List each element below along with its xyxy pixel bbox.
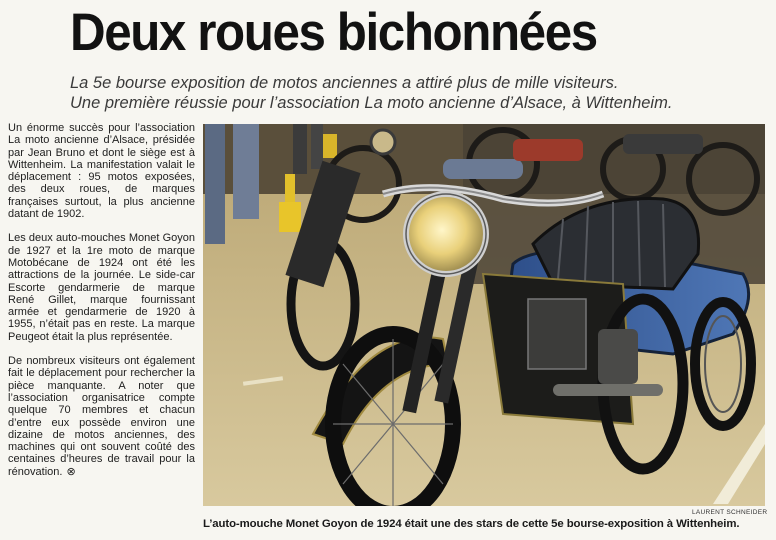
body-paragraph-2: Les deux auto-mouches Monet Goyon de 1927 et la 1re moto de marque Motobécane de 1924 ont été les attractions de la journée. Le side-car Escorte gendarmerie de marque René Gillet, marque fournissant armée et gendarmerie de 1920 à 1955, n’était pas en reste. La marque Peugeot était la plus représentée. [8,232,195,343]
body-paragraph-3 [8,355,195,478]
article-body [8,122,195,490]
standfirst-line-2: Une première réussie pour l’association La moto ancienne d’Alsace, à Wittenheim. [70,94,673,112]
end-mark-icon: ⊗ [66,465,76,478]
standfirst-line-1: La 5e bourse exposition de motos anciennes a attiré plus de mille visiteurs. [70,74,619,92]
photo-caption: L’auto-mouche Monet Goyon de 1924 était une des stars de cette 5e bourse-exposition à Wittenheim. [203,518,740,530]
motorcycle-photo-illustration [203,124,765,506]
body-paragraph-3-text: De nombreux visiteurs ont également fait le déplacement pour rechercher la pièce manquante. A noter que l’association organisatrice compte quelque 70 membres et chacun d’entre eux possède environ une dizaine de motos anciennes, des machines qui ont souvent coûté des centaines d’heures de travail pour la rénovation. [8,355,195,478]
standfirst [70,73,770,113]
headline: Deux roues bichonnées [70,3,597,62]
motorcycle-photo [203,124,765,506]
body-paragraph-1: Un énorme succès pour l’association La moto ancienne d’Alsace, présidée par Jean Bruno et dont le siège est à Wittenheim. La manifestation valait le déplacement : 95 motos exposées, des deux roues, de marques françaises surtout, la plus ancienne datant de 1902. [8,122,195,221]
photo-credit: LAURENT SCHNEIDER [692,509,768,516]
